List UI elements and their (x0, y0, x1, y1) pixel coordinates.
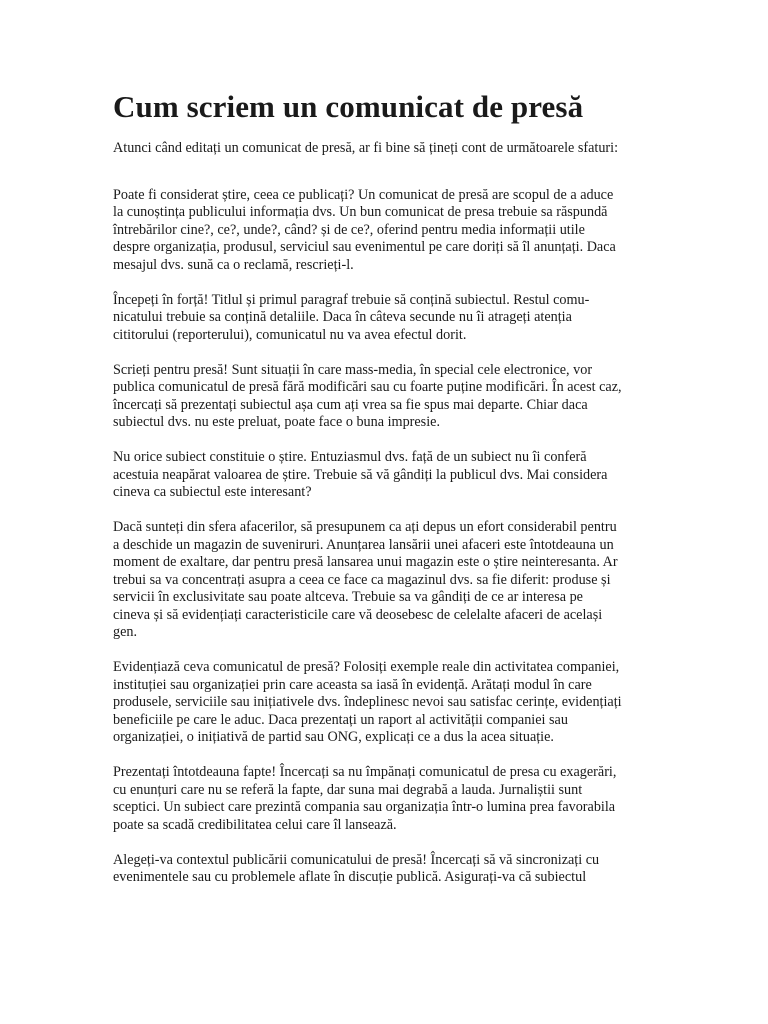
text-line: întrebărilor cine?, ce?, unde?, când? și de ce?, oferind pentru media informații utile (113, 221, 585, 238)
text-line: Scrieți pentru presă! Sunt situații în care mass-media, în special cele electronice, vor (113, 361, 593, 378)
text-line: cineva ca subiectul este interesant? (113, 484, 312, 500)
text-line: a deschide un magazin de suveniruri. Anunțarea lansării unei afaceri este întotdeauna un (113, 536, 614, 553)
text-line: Prezentați întotdeauna fapte! Încercați sa nu împănați comunicatul de presa cu exagerări, (113, 764, 617, 780)
text-line: beneficiile pe care le aduc. Daca prezentați un raport al activității companiei sau (113, 711, 568, 728)
text-line: cu enunțuri care nu se referă la fapte, dar suna mai degrabă a lauda. Jurnaliștii sunt (113, 781, 583, 798)
text-line: instituției sau organizației prin care aceasta sa iasă în evidență. Arătați modul în care (113, 676, 592, 693)
body-paragraphs (113, 187, 653, 887)
text-line: subiectul dvs. nu este preluat, poate face o buna impresie. (113, 414, 440, 430)
text-line: produsele, serviciile sau inițiativele dvs. îndeplinesc nevoi sau satisfac cerințe, evidențiați (113, 694, 622, 710)
body-paragraph (113, 187, 653, 275)
text-line: la cunoștința publicului informația dvs. Un bun comunicat de presa trebuie sa răspundă (113, 204, 608, 220)
text-line: Poate fi considerat știre, ceea ce publicați? Un comunicat de presă are scopul de a aduce (113, 186, 614, 203)
text-line: organizației, o inițiativă de partid sau ONG, explicați ce a dus la acea situație. (113, 729, 554, 745)
text-line: poate sa scadă credibilitatea celui care îl lansează. (113, 816, 397, 833)
text-line: cititorului (reporterului), comunicatul nu va avea efectul dorit. (113, 326, 467, 343)
text-line: Începeți în forță! Titlul și primul paragraf trebuie să conțină subiectul. Restul comu- (113, 291, 590, 308)
text-line: încercați să prezentați subiectul așa cum ați vrea sa fie spus mai departe. Chiar daca (113, 396, 588, 413)
text-line: acestuia neapărat valoarea de știre. Trebuie să vă gândiți la publicul dvs. Mai considera (113, 466, 608, 483)
text-line: gen. (113, 624, 138, 640)
text-line: sceptici. Un subiect care prezintă compania sau organizația într-o lumina prea favorabila (113, 799, 616, 815)
document-page (113, 88, 653, 904)
body-paragraph (113, 764, 653, 834)
body-paragraph (113, 449, 653, 502)
text-line: moment de exaltare, dar pentru presă lansarea unui magazin este o știre neinteresanta. Ar (113, 554, 618, 570)
body-paragraph (113, 852, 653, 887)
text-line: Evidențiază ceva comunicatul de presă? Folosiți exemple reale din activitatea companiei, (113, 659, 620, 675)
text-line: trebui sa va concentrați asupra a ceea ce face ca magazinul dvs. sa fie diferit: produse și (113, 571, 611, 588)
document-title: Cum scriem un comunicat de presă (113, 89, 584, 124)
text-line: nicatului trebuie sa conțină detaliile. Daca în câteva secunde nu îi atrageți atenția (113, 309, 572, 325)
intro-paragraph: Atunci când editați un comunicat de presă, ar fi bine să țineți cont de următoarele sfaturi: (113, 140, 619, 156)
body-paragraph (113, 659, 653, 747)
text-line: publica comunicatul de presă fără modificări sau cu foarte puține modificări. În acest caz, (113, 379, 622, 395)
text-line: cineva și să evidențiați caracteristicile care vă deosebesc de celelalte afaceri de același (113, 606, 603, 623)
body-paragraph (113, 362, 653, 432)
text-line: mesajul dvs. sună ca o reclamă, rescrieți-l. (113, 256, 354, 273)
text-line: servicii în exclusivitate sau poate altceva. Trebuie sa va gândiți de ce ar interesa pe (113, 589, 583, 605)
body-paragraph (113, 519, 653, 642)
text-line: Nu orice subiect constituie o știre. Entuziasmul dvs. față de un subiect nu îi conferă (113, 449, 587, 465)
text-line: Alegeți-va contextul publicării comunicatului de presă! Încercați să vă sincronizați cu (113, 851, 600, 868)
body-paragraph (113, 292, 653, 345)
text-line: Dacă sunteți din sfera afacerilor, să presupunem ca ați depus un efort considerabil pentru (113, 519, 617, 535)
text-line: despre organizația, produsul, serviciul sau evenimentul pe care doriți să îl anunțați. Daca (113, 239, 616, 255)
text-line: evenimentele sau cu problemele aflate în discuție publică. Asigurați-va că subiectul (113, 869, 587, 885)
